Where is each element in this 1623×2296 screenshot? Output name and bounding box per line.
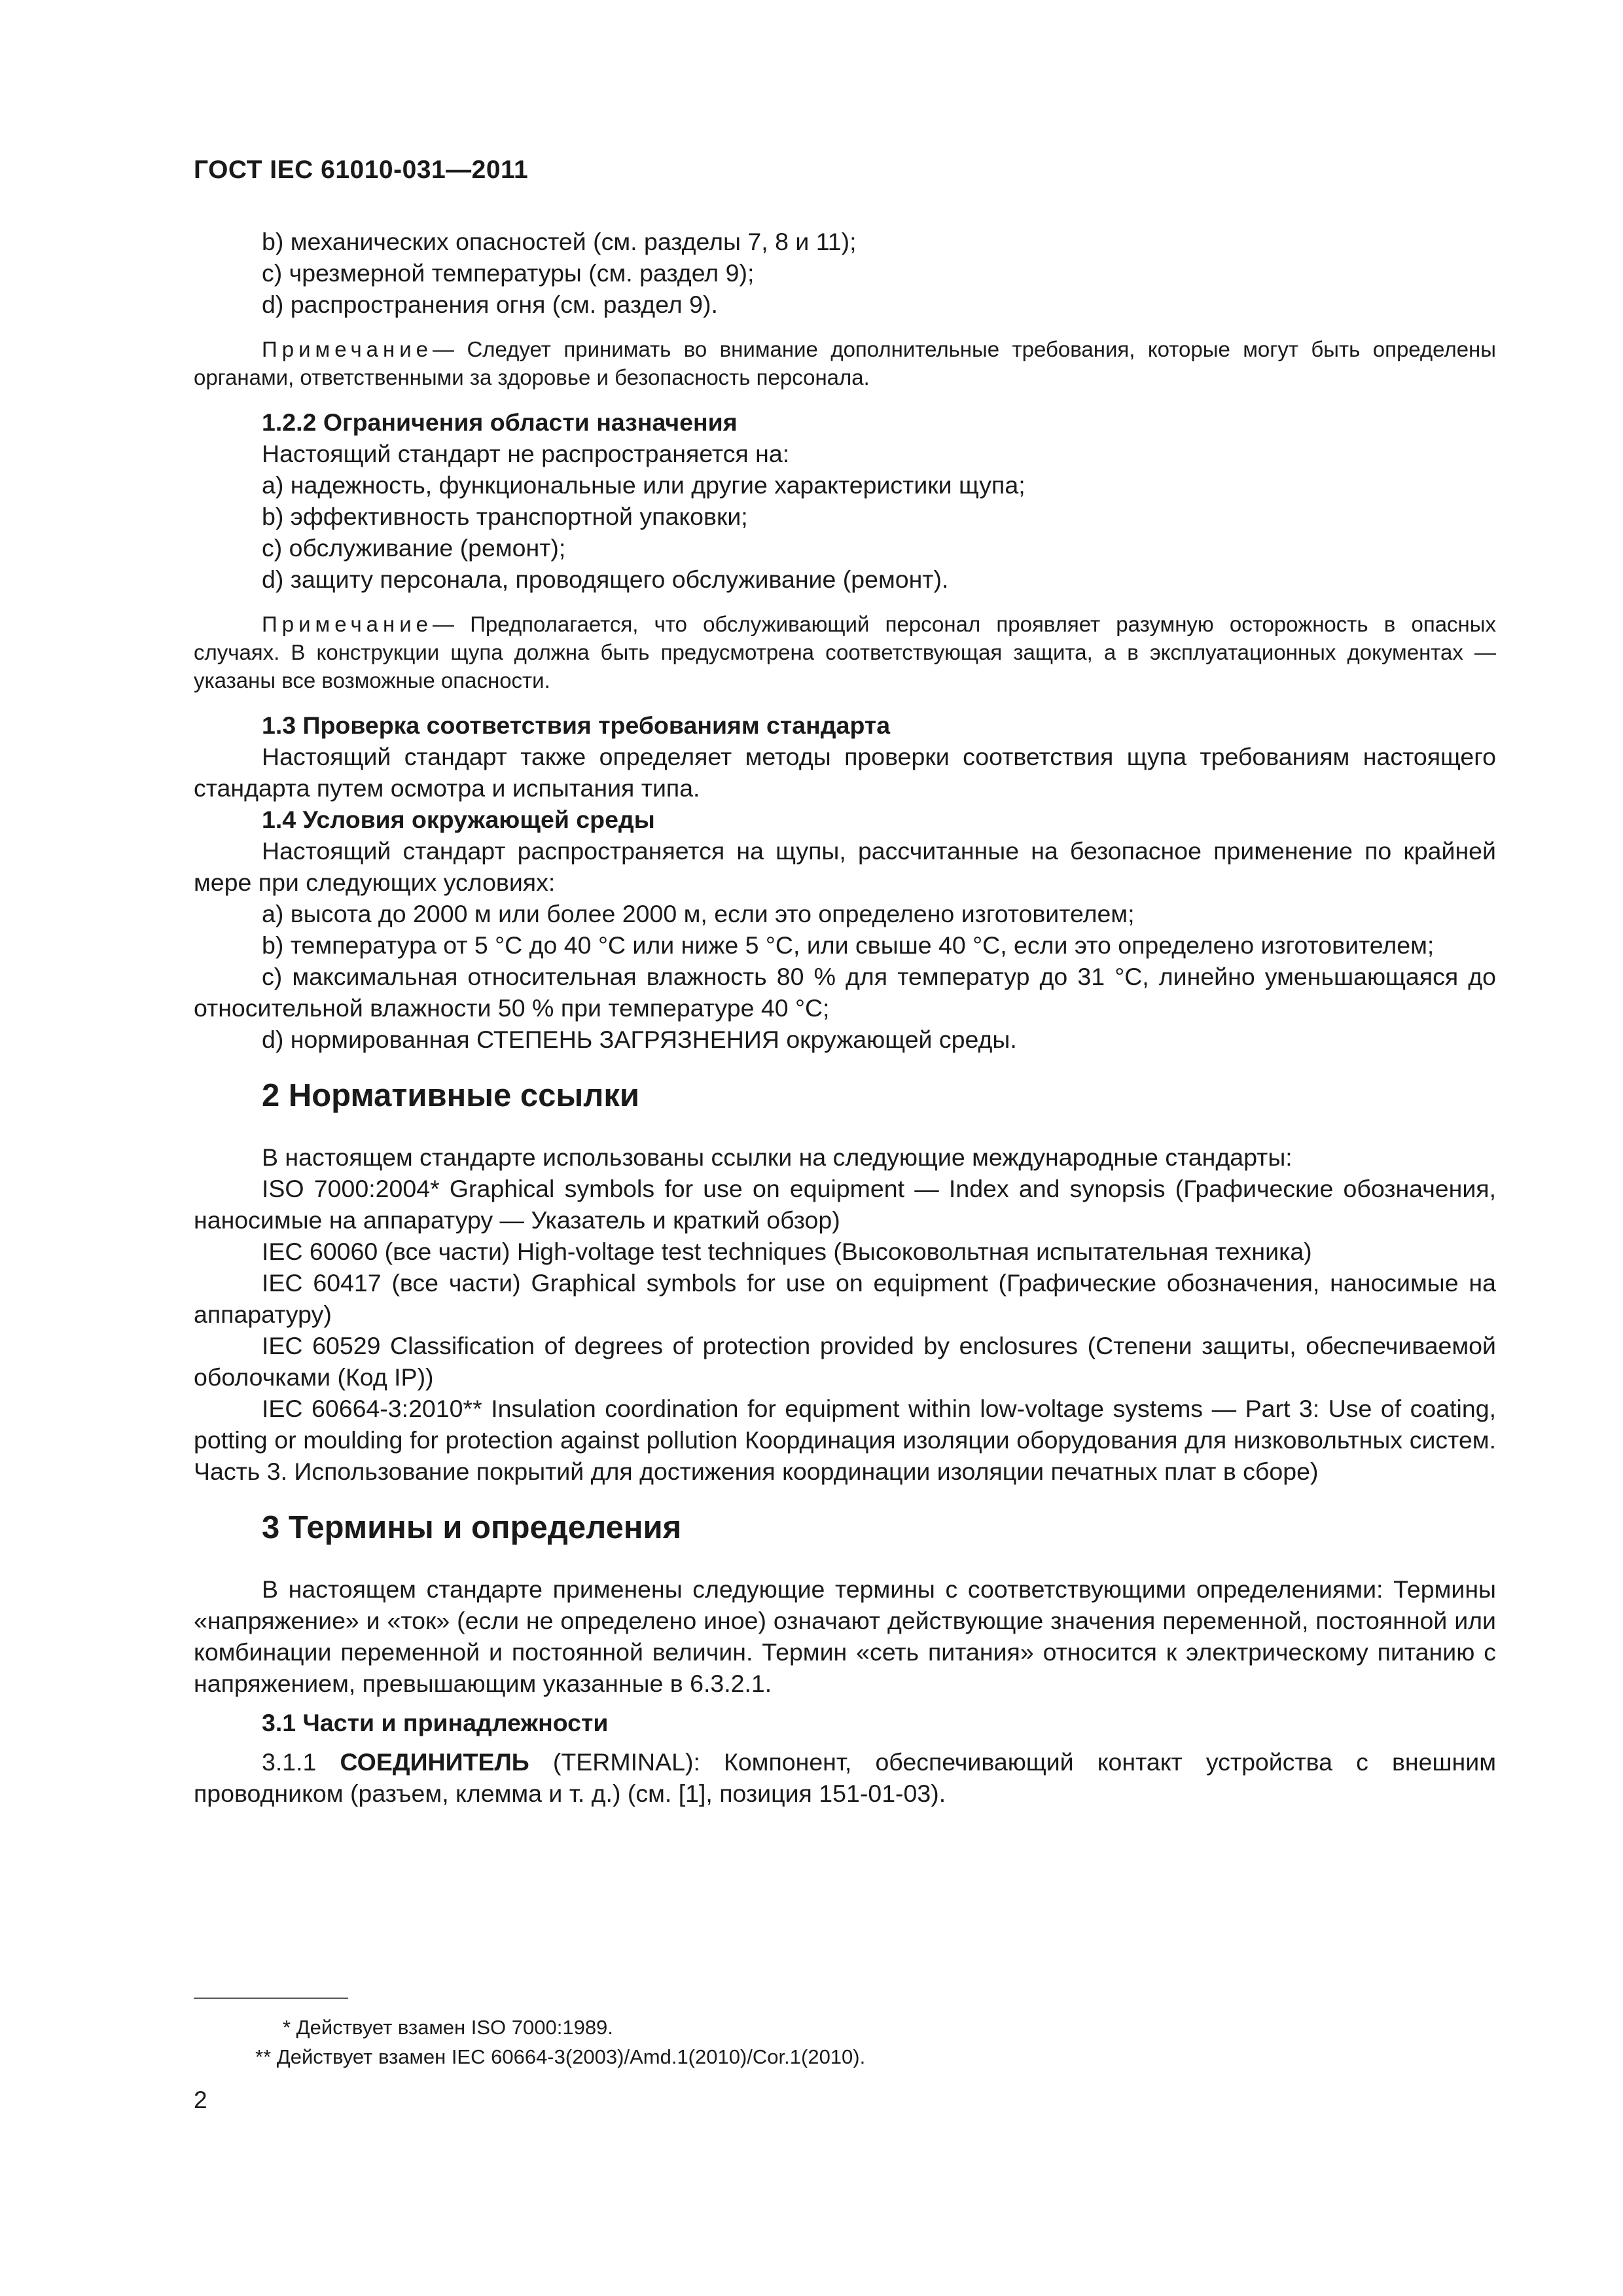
list-item: a) высота до 2000 м или более 2000 м, если это определено изготовителем; <box>262 900 1135 927</box>
list-item: a) надежность, функциональные или другие характеристики щупа; <box>262 471 1026 499</box>
list-item: b) эффективность транспортной упаковки; <box>262 503 748 530</box>
section-1-2-2-intro: Настоящий стандарт не распространяется на: <box>262 440 790 467</box>
footnote-divider <box>194 1998 348 1999</box>
footnote-item: * Действует взамен ISO 7000:1989. <box>283 2016 613 2039</box>
list-item: d) защиту персонала, проводящего обслуживание (ремонт). <box>262 565 949 593</box>
list-item: d) нормированная СТЕПЕНЬ ЗАГРЯЗНЕНИЯ окружающей среды. <box>262 1026 1017 1053</box>
section-2-intro: В настоящем стандарте использованы ссылки на следующие международные стандарты: <box>262 1143 1293 1171</box>
definition-3-1-1 <box>194 1746 1496 1809</box>
note-text: — Следует принимать во внимание дополнительные требования, которые могут быть определены органами, ответственными за здоровье и безопасность персонала. <box>194 337 1496 389</box>
note-2 <box>194 610 1496 694</box>
definition-text: (TERMINAL): Компонент, обеспечивающий контакт устройства с внешним проводником (разъем, клемма и т. д.) (см. [1], позиция 151-01-03). <box>194 1748 1496 1807</box>
note-1 <box>194 335 1496 391</box>
section-3-1-title: 3.1 Части и принадлежности <box>262 1709 609 1736</box>
section-2-heading: 2 Нормативные ссылки <box>262 1078 639 1113</box>
section-3-heading: 3 Термины и определения <box>262 1510 682 1545</box>
page-number: 2 <box>194 2087 207 2113</box>
reference-item: ISO 7000:2004* Graphical symbols for use on equipment — Index and synopsis (Графические обозначения, наносимые на аппаратуру — Указатель и краткий обзор) <box>194 1175 1496 1234</box>
definition-term: СОЕДИНИТЕЛЬ <box>340 1748 529 1776</box>
reference-item: IEC 60664-3:2010** Insulation coordination for equipment within low-voltage systems — Part 3: Use of coating, potting or moulding for protection against pollution Координация изоляции оборудования для низковольтных систем. Часть 3. Использование покрытий для достижения координации изоляции печатных плат в сборе) <box>194 1395 1496 1485</box>
section-3-intro: В настоящем стандарте применены следующие термины с соответствующими определениями: Термины «напряжение» и «ток» (если не определено иное) означают действующие значения переменной, постоянной или комбинации переменной и постоянной величин. Термин «сеть питания» относится к электрическому питанию с напряжением, превышающим указанные в 6.3.2.1. <box>194 1575 1496 1697</box>
note-label: Примечание <box>262 612 433 636</box>
list-item: b) механических опасностей (см. разделы 7, 8 и 11); <box>262 228 857 255</box>
section-1-4-title: 1.4 Условия окружающей среды <box>262 806 655 833</box>
list-item: d) распространения огня (см. раздел 9). <box>262 291 718 318</box>
note-label: Примечание <box>262 337 433 361</box>
section-1-2-2-title: 1.2.2 Ограничения области назначения <box>262 408 738 436</box>
document-code-header: ГОСТ IEC 61010-031—2011 <box>194 156 529 184</box>
footnote-item: ** Действует взамен IEC 60664-3(2003)/Amd.1(2010)/Cor.1(2010). <box>255 2045 866 2068</box>
list-item: c) максимальная относительная влажность 80 % для температур до 31 °С, линейно уменьшающаяся до относительной влажности 50 % при температуре 40 °С; <box>194 963 1496 1022</box>
definition-number: 3.1.1 <box>262 1748 340 1776</box>
footnotes <box>255 2013 865 2072</box>
reference-item: IEC 60529 Classification of degrees of protection provided by enclosures (Степени защиты, обеспечиваемой оболочками (Код IP)) <box>194 1332 1496 1391</box>
reference-item: IEC 60060 (все части) High-voltage test techniques (Высоковольтная испытательная техника) <box>262 1238 1312 1265</box>
list-item: c) обслуживание (ремонт); <box>262 534 566 562</box>
list-item: c) чрезмерной температуры (см. раздел 9); <box>262 259 755 287</box>
reference-item: IEC 60417 (все части) Graphical symbols for use on equipment (Графические обозначения, наносимые на аппаратуру) <box>194 1269 1496 1328</box>
list-item: b) температура от 5 °С до 40 °С или ниже 5 °С, или свыше 40 °С, если это определено изготовителем; <box>262 931 1435 959</box>
note-text: — Предполагается, что обслуживающий персонал проявляет разумную осторожность в опасных случаях. В конструкции щупа должна быть предусмотрена соответствующая защита, а в эксплуатационных документах — указаны все возможные опасности. <box>194 612 1496 692</box>
page-content <box>194 226 1496 1809</box>
section-1-4-intro: Настоящий стандарт распространяется на щупы, рассчитанные на безопасное применение по крайней мере при следующих условиях: <box>194 837 1496 896</box>
section-1-3-text: Настоящий стандарт также определяет методы проверки соответствия щупа требованиям настоящего стандарта путем осмотра и испытания типа. <box>194 743 1496 802</box>
section-1-3-title: 1.3 Проверка соответствия требованиям стандарта <box>262 711 891 739</box>
